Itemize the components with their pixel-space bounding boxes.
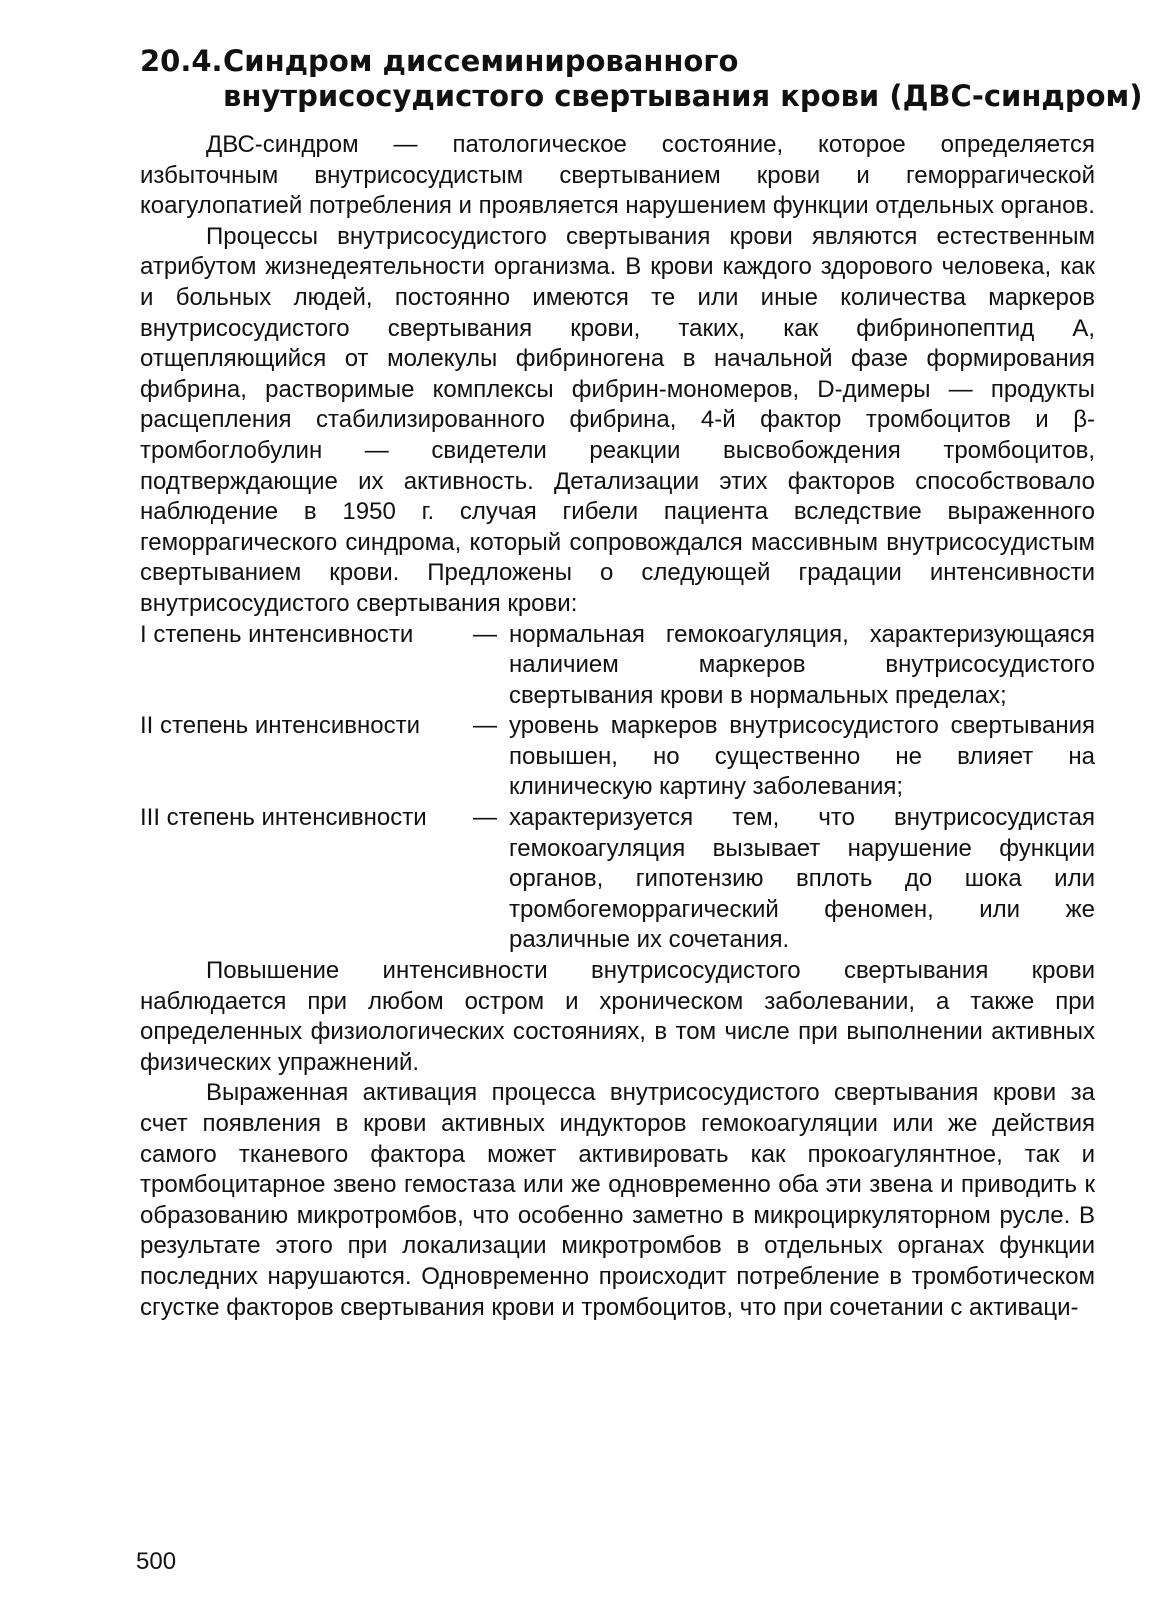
body-text [140,130,1095,1323]
paragraph-intensity-increase: Повышение интенсивности внутрисосудистого свертывания крови наблюдается при любом остром и хроническом заболевании, а также при определенных физиологических состояниях, в том числе при выполнении активных физических упражнений. [140,957,1095,1076]
paragraph-definition: ДВС-синдром — патологическое состояние, которое определяется избыточным внутрисосудистым свертыванием крови и геморрагической коагулопатией потребления и проявляется нарушением функции отдельных органов. [140,131,1095,220]
grade-description: уровень маркеров внутрисосудистого свертывания повышен, но существенно не влияет на клиническую картину заболевания; [509,712,1095,801]
section-title-line-1: Синдром диссеминированного [223,44,739,78]
intensity-grades-list [140,620,1095,957]
grade-label: III степень интенсивности [140,804,427,832]
grade-dash: — [473,712,497,740]
grade-description: нормальная гемокоагуляция, характеризующаяся наличием маркеров внутрисосудистого свертывания крови в нормальных пределах; [509,620,1095,709]
grade-item-2 [140,711,1095,803]
grade-item-3 [140,803,1095,956]
section-number: 20.4. [140,44,223,78]
grade-dash: — [473,620,497,648]
grade-description: характеризуется тем, что внутрисосудистая гемокоагуляция вызывает нарушение функции органов, гипотензию вплоть до шока или тромбогеморрагический феномен, или же различные их сочетания. [509,804,1095,954]
section-title-line-2: внутрисосудистого свертывания крови (ДВС-синдром) [223,79,1143,113]
grade-label: II степень интенсивности [140,712,420,740]
paragraph-activation: Выраженная активация процесса внутрисосудистого свертывания крови за счет появления в крови активных индукторов гемокоагуляции или же действия самого тканевого фактора может активировать как прокоагулянтное, так и тромбоцитарное звено гемостаза или же одновременно оба эти звена и приводить к образованию микротромбов, что особенно заметно в микроциркуляторном русле. В результате этого при локализации микротромбов в отдельных органах функции последних нарушаются. Одновременно происходит потребление в тромботическом сгустке факторов свертывания крови и тромбоцитов, что при сочетании с активаци- [140,1079,1095,1321]
grade-label: I степень интенсивности [140,620,414,648]
grade-item-1 [140,620,1095,712]
paragraph-processes: Процессы внутрисосудистого свертывания крови являются естественным атрибутом жизнедеятельности организма. В крови каждого здорового человека, как и больных людей, постоянно имеются те или иные количества маркеров внутрисосудистого свертывания крови, таких, как фибринопептид А, отщепляющийся от молекулы фибриногена в начальной фазе формирования фибрина, растворимые комплексы фибрин-мономеров, D-димеры — продукты расщепления стабилизированного фибрина, 4-й фактор тромбоцитов и β-тромбоглобулин — свидетели реакции высвобождения тромбоцитов, подтверждающие их активность. Детализации этих факторов способствовало наблюдение в 1950 г. случая гибели пациента вследствие выраженного геморрагического синдрома, который сопровождался массивным внутрисосудистым свертыванием крови. Предложены о следующей градации интенсивности внутрисосудистого свертывания крови: [140,222,1095,617]
grade-dash: — [473,804,497,832]
page-number: 500 [136,1548,177,1575]
